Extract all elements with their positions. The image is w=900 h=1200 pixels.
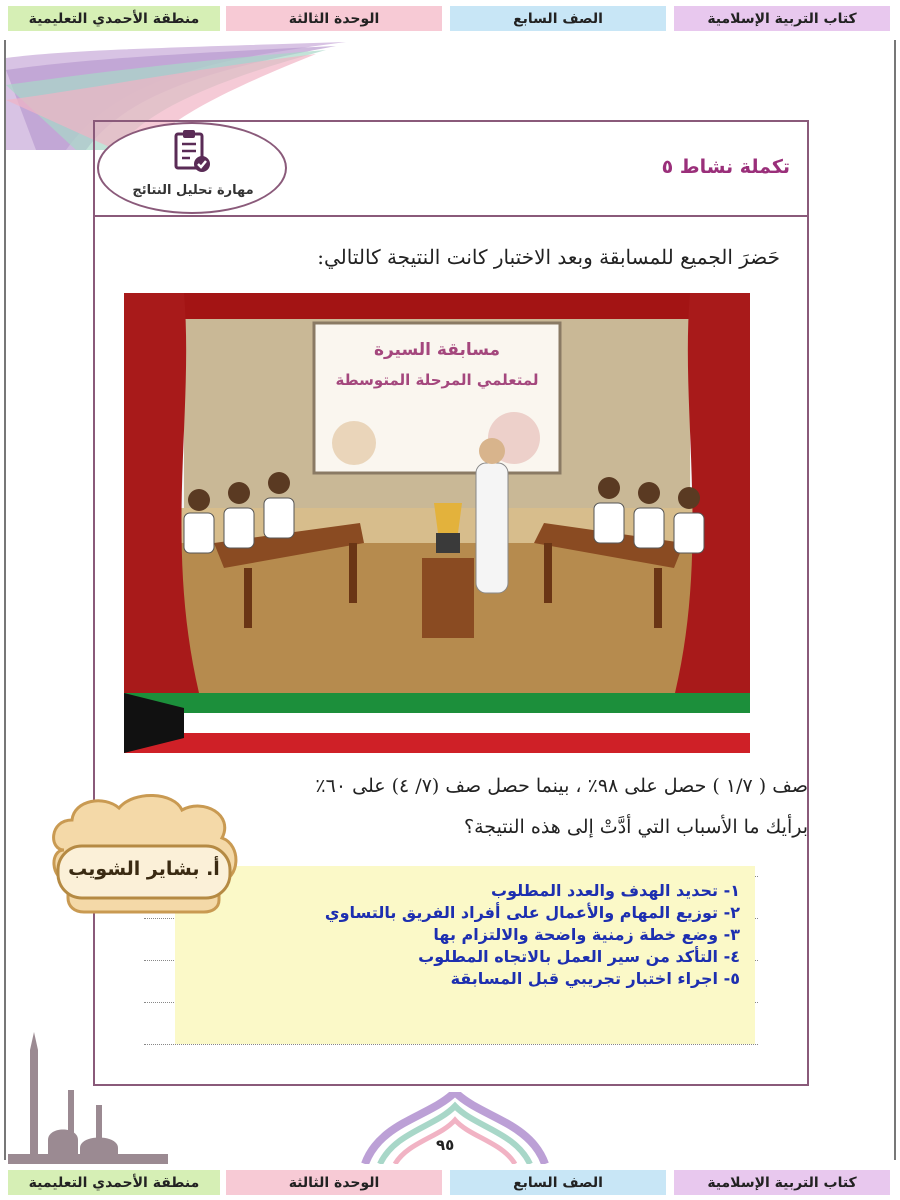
page-number: ٩٥ xyxy=(436,1136,455,1154)
intro-text: حَضرَ الجميع للمسابقة وبعد الاختبار كانت النتيجة كالتالي: xyxy=(317,245,780,269)
frame-header-divider xyxy=(93,215,809,217)
footer-tab-bar xyxy=(0,1166,900,1198)
teacher-badge xyxy=(44,790,244,914)
footer-region-tab: منطقة الأحمدي التعليمية xyxy=(8,1170,220,1195)
competition-illustration xyxy=(124,293,750,753)
answer-item: ٤- التأكد من سير العمل بالاتجاه المطلوب xyxy=(418,947,740,966)
footer-grade-tab: الصف السابع xyxy=(450,1170,666,1195)
result-text: صف ( ١/٧ ) حصل على ٩٨٪ ، بينما حصل صف (٧/ ٤) على ٦٠٪ xyxy=(315,775,808,797)
clipboard-check-icon xyxy=(172,128,212,174)
left-page-rule xyxy=(4,40,6,1160)
right-page-rule xyxy=(894,40,896,1160)
answer-list xyxy=(325,880,740,990)
mosque-silhouette xyxy=(8,1030,168,1164)
answer-item: ١- تحديد الهدف والعدد المطلوب xyxy=(491,881,740,900)
header-tab-bar xyxy=(0,2,900,34)
question-text: برأيك ما الأسباب التي أدَّتْ إلى هذه النتيجة؟ xyxy=(464,816,808,838)
skill-label: مهارة تحليل النتائج xyxy=(132,183,254,198)
banner-line1: مسابقة السيرة xyxy=(373,340,501,360)
answer-item: ٣- وضع خطة زمنية واضحة والالتزام بها xyxy=(433,925,740,944)
header-region-tab: منطقة الأحمدي التعليمية xyxy=(8,6,220,31)
header-unit-tab: الوحدة الثالثة xyxy=(226,6,442,31)
activity-title: تكملة نشاط ٥ xyxy=(661,156,790,178)
header-grade-tab: الصف السابع xyxy=(450,6,666,31)
footer-book-tab: كتاب التربية الإسلامية xyxy=(674,1170,890,1195)
answer-line xyxy=(144,1044,758,1045)
header-book-tab: كتاب التربية الإسلامية xyxy=(674,6,890,31)
teacher-name: أ. بشاير الشويب xyxy=(68,858,220,880)
answer-item: ٢- توزيع المهام والأعمال على أفراد الفريق بالتساوي xyxy=(324,903,740,922)
footer-unit-tab: الوحدة الثالثة xyxy=(226,1170,442,1195)
answer-item: ٥- اجراء اختبار تجريبي قبل المسابقة xyxy=(450,969,740,988)
decorative-arch xyxy=(360,1092,550,1164)
banner-line2: لمتعلمي المرحلة المتوسطة xyxy=(335,371,539,389)
